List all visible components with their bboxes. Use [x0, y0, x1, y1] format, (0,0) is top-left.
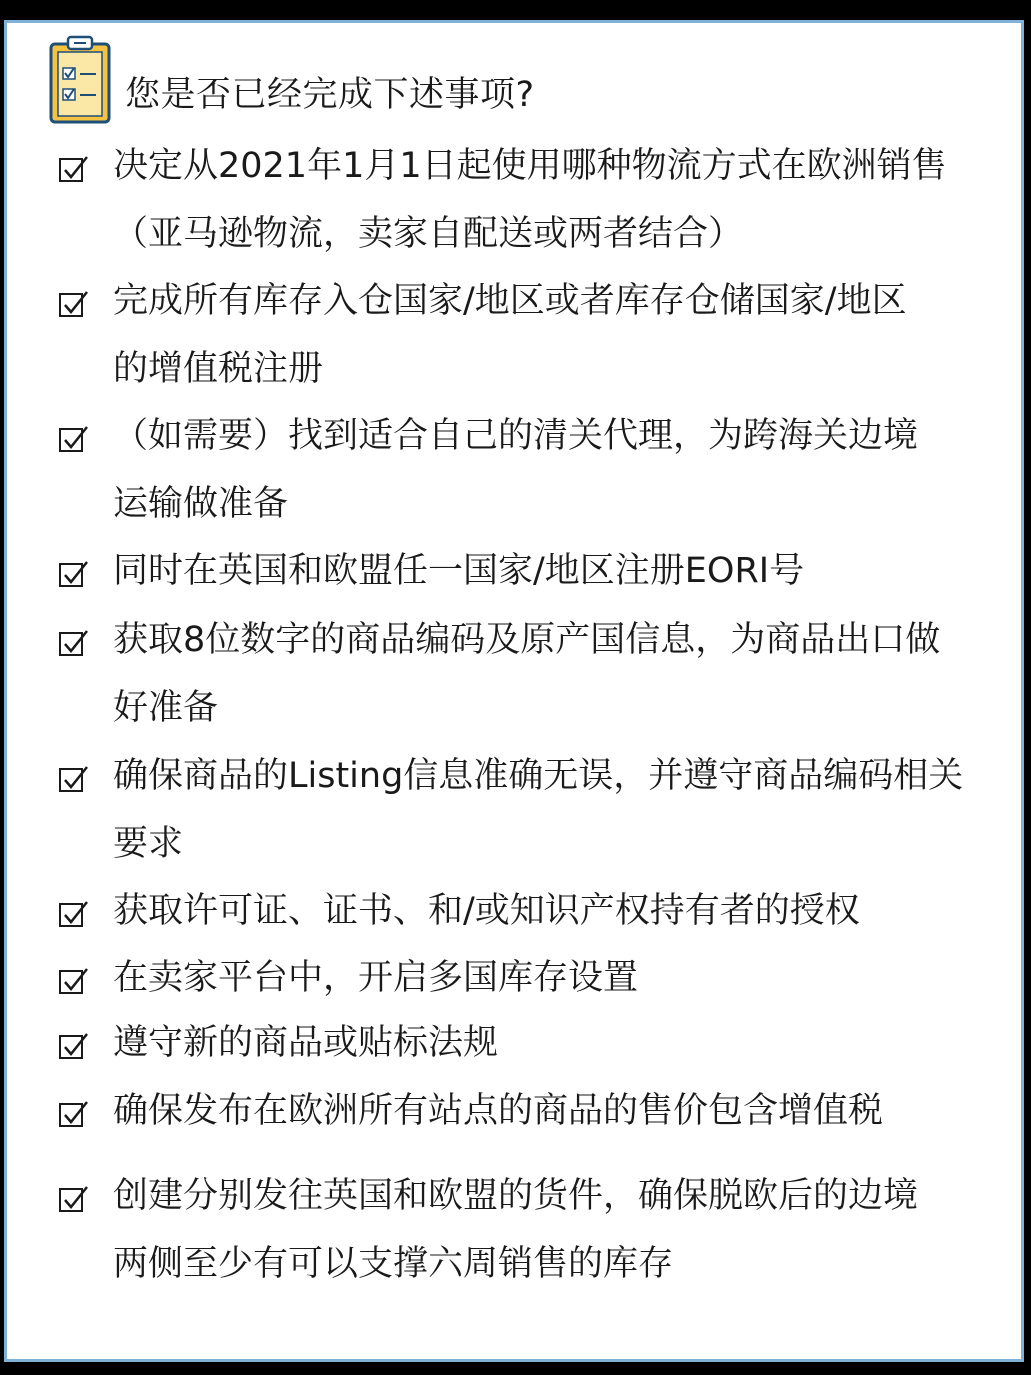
- checklist-item-text-continued: （亚马逊物流，卖家自配送或两者结合）: [113, 214, 744, 254]
- checklist-item-text: 确保发布在欧洲所有站点的商品的售价包含增值税: [113, 1091, 884, 1131]
- checklist-item-text: 确保商品的Listing信息准确无误，并遵守商品编码相关: [113, 756, 964, 796]
- checklist-item-text: （如需要）找到适合自己的清关代理，为跨海关边境: [113, 416, 919, 456]
- checkbox-checked-icon: [56, 627, 90, 661]
- clipboard-checklist-icon: [48, 34, 112, 126]
- checklist-item-text: 创建分别发往英国和欧盟的货件，确保脱欧后的边境: [113, 1176, 919, 1216]
- checkbox-checked-icon: [56, 1098, 90, 1132]
- checklist-item-text: 遵守新的商品或贴标法规: [113, 1023, 499, 1063]
- checklist-item-text-continued: 运输做准备: [113, 484, 289, 524]
- checklist-item-text-continued: 两侧至少有可以支撑六周销售的库存: [113, 1244, 674, 1284]
- checklist-item-text: 决定从2021年1月1日起使用哪种物流方式在欧洲销售: [113, 146, 947, 186]
- checklist-item-text: 在卖家平台中，开启多国库存设置: [113, 958, 639, 998]
- checkbox-checked-icon: [56, 288, 90, 322]
- checklist-item-text: 完成所有库存入仓国家/地区或者库存仓储国家/地区: [113, 281, 907, 321]
- checkbox-checked-icon: [56, 558, 90, 592]
- checkbox-checked-icon: [56, 1030, 90, 1064]
- checklist-item-text-continued: 要求: [113, 824, 184, 864]
- checkbox-checked-icon: [56, 898, 90, 932]
- checklist-item-text: 同时在英国和欧盟任一国家/地区注册EORI号: [113, 551, 805, 591]
- checklist-item-text-continued: 好准备: [113, 688, 219, 728]
- checklist-item-text: 获取8位数字的商品编码及原产国信息，为商品出口做: [113, 620, 941, 660]
- checkbox-checked-icon: [56, 1183, 90, 1217]
- checklist-item-text: 获取许可证、证书、和/或知识产权持有者的授权: [113, 891, 860, 931]
- page-title: 您是否已经完成下述事项?: [125, 75, 535, 115]
- checkbox-checked-icon: [56, 423, 90, 457]
- checkbox-checked-icon: [56, 965, 90, 999]
- checklist-card: [4, 20, 1024, 1362]
- checkbox-checked-icon: [56, 763, 90, 797]
- checkbox-checked-icon: [56, 153, 90, 187]
- checklist-item-text-continued: 的增值税注册: [113, 349, 324, 389]
